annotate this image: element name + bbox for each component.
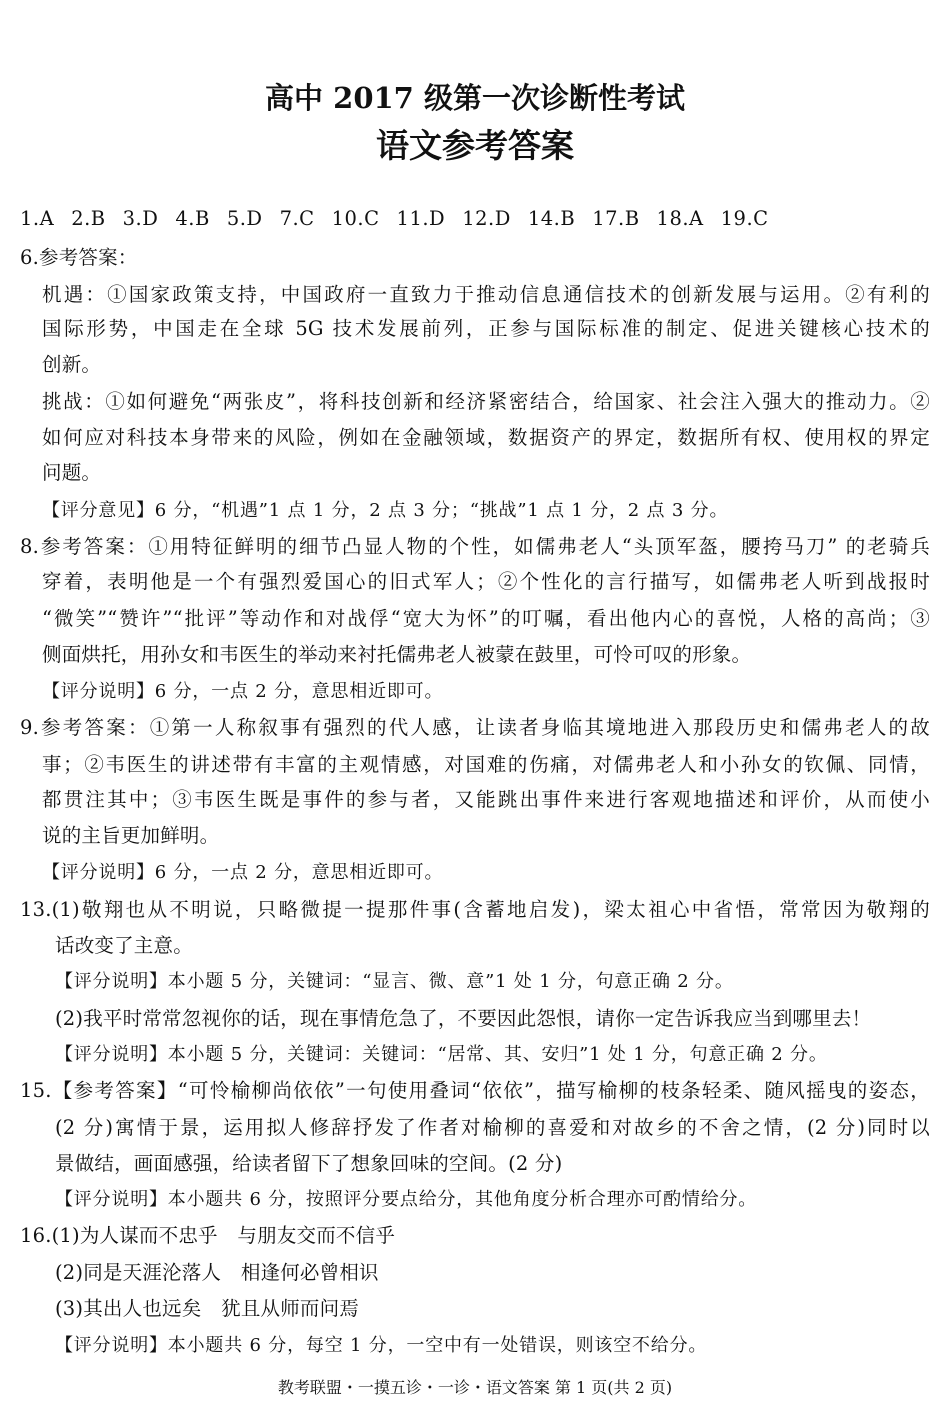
q8-line: 侧面烘托，用孙女和韦医生的举动来衬托儒弗老人被蒙在鼓里，可怜可叹的形象。 bbox=[42, 643, 752, 666]
answer-item: 3.D bbox=[122, 207, 159, 230]
answer-item: 11.D bbox=[396, 207, 446, 230]
q6-line: 如何应对科技本身带来的风险，例如在金融领域，数据资产的界定，数据所有权、使用权的界定 bbox=[42, 426, 930, 449]
q13-scoring-note: 【评分说明】本小题 5 分，关键词：“显言、微、意”1 处 1 分，句意正确 2 分。 bbox=[55, 971, 734, 992]
answer-item: 1.A bbox=[20, 207, 55, 230]
q15-line: (2 分)寓情于景，运用拟人修辞抒发了作者对榆柳的喜爱和对故乡的不舍之情，(2 分)同时以 bbox=[55, 1116, 930, 1139]
q6-line: 创新。 bbox=[42, 353, 102, 376]
q6-line: 问题。 bbox=[42, 461, 102, 484]
q6-line: 机遇：①国家政策支持，中国政府一直致力于推动信息通信技术的创新发展与运用。②有利的 bbox=[42, 283, 930, 306]
q13-line: (2)我平时常常忽视你的话，现在事情危急了，不要因此怨恨，请你一定告诉我应当到哪里去！ bbox=[55, 1007, 872, 1030]
q16-line: (2)同是天涯沦落人 相逢何必曾相识 bbox=[55, 1261, 379, 1284]
q6-line: 国际形势，中国走在全球 5G 技术发展前列，正参与国际标准的制定、促进关键核心技术的 bbox=[42, 317, 930, 340]
q8-scoring-note: 【评分说明】6 分，一点 2 分，意思相近即可。 bbox=[42, 681, 444, 702]
answer-item: 4.B bbox=[175, 207, 210, 230]
multiple-choice-answers bbox=[20, 204, 786, 234]
q13-scoring-note: 【评分说明】本小题 5 分，关键词：关键词：“居常、其、安归”1 处 1 分，句意正确 2 分。 bbox=[55, 1044, 828, 1065]
answer-item: 19.C bbox=[720, 207, 769, 230]
page-footer: 教考联盟・一摸五诊・一诊・语文答案 第 1 页(共 2 页) bbox=[277, 1378, 673, 1397]
q8-line: “微笑”“赞许”“批评”等动作和对战俘“宽大为怀”的叮嘱，看出他内心的喜悦，人格的高尚；③ bbox=[42, 607, 930, 630]
page-subtitle: 语文参考答案 bbox=[376, 126, 574, 165]
answer-item: 14.B bbox=[527, 207, 576, 230]
q9-line: 说的主旨更加鲜明。 bbox=[42, 824, 220, 847]
q13-line: 话改变了主意。 bbox=[55, 934, 193, 957]
q9-line: 事；②韦医生的讲述带有丰富的主观情感，对国难的伤痛，对儒弗老人和小孙女的钦佩、同情， bbox=[42, 753, 930, 776]
answer-item: 17.B bbox=[592, 207, 640, 230]
q9-scoring-note: 【评分说明】6 分，一点 2 分，意思相近即可。 bbox=[42, 862, 444, 883]
q15-line: 15.【参考答案】“可怜榆柳尚依依”一句使用叠词“依依”，描写榆柳的枝条轻柔、随风摇曳的姿态， bbox=[20, 1079, 930, 1102]
q16-line: 16.(1)为人谋而不忠乎 与朋友交而不信乎 bbox=[20, 1224, 396, 1247]
q6-heading: 6.参考答案： bbox=[20, 246, 138, 269]
page-title: 高中 2017 级第一次诊断性考试 bbox=[265, 81, 685, 115]
q6-line: 挑战：①如何避免“两张皮”，将科技创新和经济紧密结合，给国家、社会注入强大的推动力。② bbox=[42, 390, 930, 413]
answer-item: 18.A bbox=[656, 207, 704, 230]
answer-item: 7.C bbox=[279, 207, 315, 230]
answer-item: 2.B bbox=[71, 207, 106, 230]
q15-scoring-note: 【评分说明】本小题共 6 分，按照评分要点给分，其他角度分析合理亦可酌情给分。 bbox=[55, 1189, 758, 1210]
q8-line: 穿着，表明他是一个有强烈爱国心的旧式军人；②个性化的言行描写，如儒弗老人听到战报时 bbox=[42, 570, 930, 593]
answer-item: 10.C bbox=[331, 207, 380, 230]
q8-line: 8.参考答案：①用特征鲜明的细节凸显人物的个性，如儒弗老人“头顶军盔，腰挎马刀” 的老骑兵 bbox=[20, 535, 930, 558]
q9-line: 9.参考答案：①第一人称叙事有强烈的代人感，让读者身临其境地进入那段历史和儒弗老人的故 bbox=[20, 716, 930, 739]
q15-line: 景做结，画面感强，给读者留下了想象回味的空间。(2 分) bbox=[55, 1152, 563, 1175]
answer-item: 5.D bbox=[226, 207, 263, 230]
q6-scoring-note: 【评分意见】6 分，“机遇”1 点 1 分，2 点 3 分；“挑战”1 点 1 分，2 点 3 分。 bbox=[42, 500, 729, 521]
q16-line: (3)其出人也远矣 犹且从师而问焉 bbox=[55, 1297, 360, 1320]
q16-scoring-note: 【评分说明】本小题共 6 分，每空 1 分，一空中有一处错误，则该空不给分。 bbox=[55, 1335, 708, 1356]
q13-line: 13.(1)敬翔也从不明说，只略微提一提那件事(含蓄地启发)，梁太祖心中省悟，常常因为敬翔的 bbox=[20, 898, 930, 921]
q9-line: 都贯注其中；③韦医生既是事件的参与者，又能跳出事件来进行客观地描述和评价，从而使小 bbox=[42, 788, 930, 811]
answer-item: 12.D bbox=[462, 207, 511, 230]
